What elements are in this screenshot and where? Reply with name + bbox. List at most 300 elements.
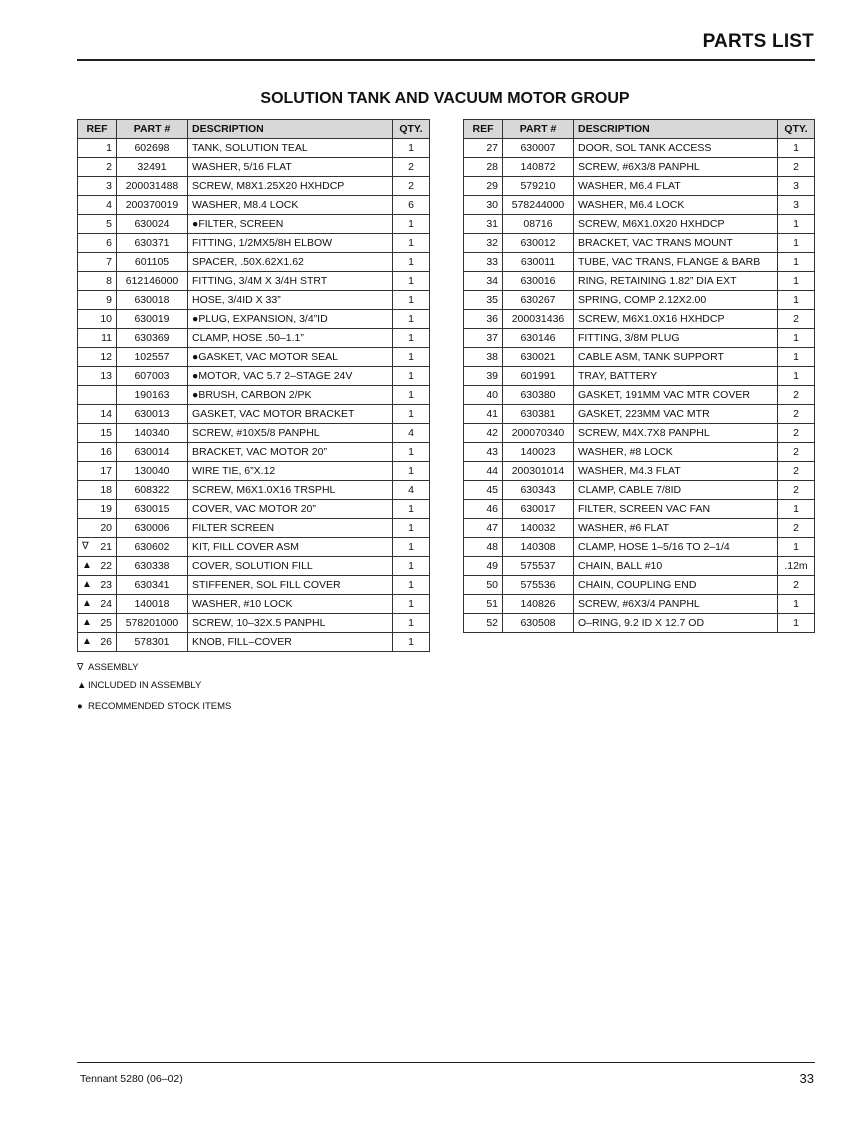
table-row (464, 367, 815, 386)
qty-cell: 1 (393, 386, 430, 405)
qty-cell: 1 (393, 253, 430, 272)
part-number-cell: 140032 (503, 519, 574, 538)
table-row (464, 253, 815, 272)
ref-cell (78, 329, 117, 348)
qty-cell: 1 (393, 215, 430, 234)
part-number-cell: 630012 (503, 234, 574, 253)
description-cell: TRAY, BATTERY (574, 367, 778, 386)
description-cell: GASKET, VAC MOTOR BRACKET (188, 405, 393, 424)
table-row (464, 329, 815, 348)
ref-number: 5 (106, 218, 112, 230)
qty-cell: 1 (393, 405, 430, 424)
table-row (78, 538, 430, 557)
ref-number: 21 (100, 541, 112, 553)
description-cell: COVER, SOLUTION FILL (188, 557, 393, 576)
ref-cell (78, 386, 117, 405)
part-number-cell: 630007 (503, 139, 574, 158)
ref-cell (78, 462, 117, 481)
ref-number: 41 (486, 408, 498, 420)
qty-cell: 1 (778, 538, 815, 557)
table-row (464, 538, 815, 557)
description-cell: SCREW, M6X1.0X20 HXHDCP (574, 215, 778, 234)
part-number-cell: 630338 (117, 557, 188, 576)
description-cell: FILTER SCREEN (188, 519, 393, 538)
ref-number: 45 (486, 484, 498, 496)
description-cell: RING, RETAINING 1.82” DIA EXT (574, 272, 778, 291)
description-cell: SCREW, M6X1.0X16 HXHDCP (574, 310, 778, 329)
qty-cell: 2 (778, 424, 815, 443)
ref-number: 13 (100, 370, 112, 382)
ref-cell (464, 614, 503, 633)
description-cell: TUBE, VAC TRANS, FLANGE & BARB (574, 253, 778, 272)
ref-cell (78, 424, 117, 443)
footer-model: Tennant 5280 (06–02) (80, 1073, 183, 1085)
table-row (78, 367, 430, 386)
ref-number: 27 (486, 142, 498, 154)
qty-cell: 3 (778, 196, 815, 215)
ref-number: 8 (106, 275, 112, 287)
qty-cell: 1 (778, 215, 815, 234)
qty-cell: .12m (778, 557, 815, 576)
description-cell: SCREW, M4X.7X8 PANPHL (574, 424, 778, 443)
parts-table-right (463, 119, 815, 633)
table-row (464, 595, 815, 614)
description-cell: TANK, SOLUTION TEAL (188, 139, 393, 158)
ref-number: 49 (486, 560, 498, 572)
ref-number: 36 (486, 313, 498, 325)
qty-cell: 1 (393, 329, 430, 348)
ref-number: 25 (100, 617, 112, 629)
ref-number: 51 (486, 598, 498, 610)
table-row (464, 481, 815, 500)
ref-number: 46 (486, 503, 498, 515)
qty-cell: 1 (778, 614, 815, 633)
table-row (464, 405, 815, 424)
part-number-cell: 630371 (117, 234, 188, 253)
ref-cell (78, 481, 117, 500)
ref-number: 32 (486, 237, 498, 249)
ref-cell (464, 462, 503, 481)
table-row (78, 614, 430, 633)
description-cell: STIFFENER, SOL FILL COVER (188, 576, 393, 595)
part-number-cell: 578244000 (503, 196, 574, 215)
column-header-part: PART # (503, 120, 574, 139)
table-row (78, 500, 430, 519)
ref-number: 11 (101, 332, 112, 344)
page-title: PARTS LIST (702, 31, 814, 52)
qty-cell: 1 (393, 462, 430, 481)
ref-cell (464, 253, 503, 272)
part-number-cell: 200301014 (503, 462, 574, 481)
ref-cell (78, 614, 117, 633)
description-cell: WASHER, #8 LOCK (574, 443, 778, 462)
qty-cell: 1 (778, 139, 815, 158)
part-number-cell: 578301 (117, 633, 188, 652)
triangle-icon: ▲ (82, 598, 92, 609)
table-header-row (464, 120, 815, 139)
ref-number: 34 (486, 275, 498, 287)
table-row (464, 158, 815, 177)
qty-cell: 1 (778, 234, 815, 253)
table-row (78, 177, 430, 196)
ref-number: 3 (106, 180, 112, 192)
parts-table-left-body (78, 139, 430, 652)
ref-cell (78, 310, 117, 329)
ref-number: 43 (486, 446, 498, 458)
ref-number: 14 (100, 408, 112, 420)
part-number-cell: 190163 (117, 386, 188, 405)
footer-rule (77, 1062, 815, 1063)
table-row (464, 310, 815, 329)
part-number-cell: 140826 (503, 595, 574, 614)
description-cell: WASHER, #6 FLAT (574, 519, 778, 538)
ref-cell (78, 253, 117, 272)
ref-cell (78, 177, 117, 196)
ref-number: 7 (106, 256, 112, 268)
part-number-cell: 579210 (503, 177, 574, 196)
ref-number: 15 (100, 427, 112, 439)
ref-cell (464, 158, 503, 177)
table-row (78, 291, 430, 310)
qty-cell: 1 (393, 633, 430, 652)
ref-number: 4 (106, 199, 112, 211)
ref-number: 30 (486, 199, 498, 211)
qty-cell: 1 (393, 614, 430, 633)
parts-table-left (77, 119, 430, 652)
part-number-cell: 630381 (503, 405, 574, 424)
column-header-description: DESCRIPTION (574, 120, 778, 139)
part-number-cell: 630267 (503, 291, 574, 310)
ref-cell (78, 595, 117, 614)
page-number: 33 (799, 1071, 814, 1086)
description-cell: SCREW, #6X3/8 PANPHL (574, 158, 778, 177)
ref-number: 22 (100, 560, 112, 572)
description-cell: CHAIN, BALL #10 (574, 557, 778, 576)
description-cell: CLAMP, HOSE 1–5/16 TO 2–1/4 (574, 538, 778, 557)
table-row (78, 481, 430, 500)
description-cell: CLAMP, HOSE .50–1.1” (188, 329, 393, 348)
part-number-cell: 630013 (117, 405, 188, 424)
table-row (78, 310, 430, 329)
ref-number: 37 (486, 332, 498, 344)
table-row (464, 519, 815, 538)
legend-text: RECOMMENDED STOCK ITEMS (88, 701, 232, 712)
part-number-cell: 630508 (503, 614, 574, 633)
part-number-cell: 08716 (503, 215, 574, 234)
description-cell: CHAIN, COUPLING END (574, 576, 778, 595)
qty-cell: 2 (393, 177, 430, 196)
table-row (78, 443, 430, 462)
qty-cell: 2 (778, 462, 815, 481)
qty-cell: 2 (778, 519, 815, 538)
header-rule (77, 59, 815, 61)
part-number-cell: 630019 (117, 310, 188, 329)
column-header-part: PART # (117, 120, 188, 139)
description-cell: SPACER, .50X.62X1.62 (188, 253, 393, 272)
ref-cell (464, 139, 503, 158)
ref-number: 26 (100, 636, 112, 648)
ref-number: 2 (106, 161, 112, 173)
ref-number: 10 (100, 313, 112, 325)
ref-cell (464, 177, 503, 196)
table-row (78, 405, 430, 424)
qty-cell: 2 (778, 310, 815, 329)
qty-cell: 1 (778, 253, 815, 272)
qty-cell: 2 (778, 481, 815, 500)
parts-table-right-body (464, 139, 815, 633)
ref-number: 47 (486, 522, 498, 534)
qty-cell: 1 (393, 310, 430, 329)
ref-cell (464, 196, 503, 215)
triangle-icon: ▲ (77, 680, 87, 691)
ref-number: 39 (486, 370, 498, 382)
ref-cell (464, 443, 503, 462)
ref-cell (464, 481, 503, 500)
qty-cell: 3 (778, 177, 815, 196)
qty-cell: 1 (393, 272, 430, 291)
description-cell: FILTER, SCREEN VAC FAN (574, 500, 778, 519)
ref-number: 16 (100, 446, 112, 458)
description-cell: ●MOTOR, VAC 5.7 2–STAGE 24V (188, 367, 393, 386)
table-row (78, 158, 430, 177)
part-number-cell: 140340 (117, 424, 188, 443)
part-number-cell: 630380 (503, 386, 574, 405)
ref-cell (78, 234, 117, 253)
table-row (464, 500, 815, 519)
part-number-cell: 630016 (503, 272, 574, 291)
description-cell: GASKET, 223MM VAC MTR (574, 405, 778, 424)
description-cell: WASHER, M8.4 LOCK (188, 196, 393, 215)
part-number-cell: 630018 (117, 291, 188, 310)
ref-number: 12 (100, 351, 112, 363)
ref-cell (78, 139, 117, 158)
table-row (464, 272, 815, 291)
qty-cell: 1 (393, 367, 430, 386)
ref-cell (78, 367, 117, 386)
description-cell: FITTING, 3/4M X 3/4H STRT (188, 272, 393, 291)
description-cell: HOSE, 3/4ID X 33” (188, 291, 393, 310)
column-header-description: DESCRIPTION (188, 120, 393, 139)
part-number-cell: 601991 (503, 367, 574, 386)
qty-cell: 1 (778, 595, 815, 614)
ref-cell (78, 272, 117, 291)
table-row (78, 272, 430, 291)
description-cell: BRACKET, VAC MOTOR 20” (188, 443, 393, 462)
ref-cell (464, 272, 503, 291)
part-number-cell: 575537 (503, 557, 574, 576)
part-number-cell: 200031488 (117, 177, 188, 196)
column-header-ref: REF (78, 120, 117, 139)
table-row (464, 557, 815, 576)
description-cell: WIRE TIE, 6”X.12 (188, 462, 393, 481)
ref-cell (464, 595, 503, 614)
description-cell: CABLE ASM, TANK SUPPORT (574, 348, 778, 367)
table-row (78, 253, 430, 272)
ref-number: 33 (486, 256, 498, 268)
part-number-cell: 140023 (503, 443, 574, 462)
assembly-symbol: ∇ (77, 662, 84, 673)
legend-included (77, 680, 201, 691)
description-cell: COVER, VAC MOTOR 20” (188, 500, 393, 519)
part-number-cell: 630011 (503, 253, 574, 272)
description-cell: WASHER, #10 LOCK (188, 595, 393, 614)
description-cell: WASHER, M4.3 FLAT (574, 462, 778, 481)
part-number-cell: 200370019 (117, 196, 188, 215)
description-cell: SCREW, #6X3/4 PANPHL (574, 595, 778, 614)
description-cell: FITTING, 3/8M PLUG (574, 329, 778, 348)
column-header-qty: QTY. (393, 120, 430, 139)
part-number-cell: 630369 (117, 329, 188, 348)
table-row (464, 234, 815, 253)
description-cell: SPRING, COMP 2.12X2.00 (574, 291, 778, 310)
ref-cell (464, 215, 503, 234)
table-row (78, 348, 430, 367)
table-row (78, 386, 430, 405)
part-number-cell: 630602 (117, 538, 188, 557)
qty-cell: 1 (393, 519, 430, 538)
part-number-cell: 630341 (117, 576, 188, 595)
qty-cell: 1 (393, 234, 430, 253)
qty-cell: 1 (393, 500, 430, 519)
ref-cell (78, 576, 117, 595)
ref-cell (464, 329, 503, 348)
legend-text: ASSEMBLY (88, 662, 139, 673)
part-number-cell: 608322 (117, 481, 188, 500)
table-row (78, 424, 430, 443)
description-cell: WASHER, M6.4 FLAT (574, 177, 778, 196)
column-header-qty: QTY. (778, 120, 815, 139)
column-header-ref: REF (464, 120, 503, 139)
part-number-cell: 630017 (503, 500, 574, 519)
ref-cell (78, 443, 117, 462)
table-row (78, 329, 430, 348)
description-cell: GASKET, 191MM VAC MTR COVER (574, 386, 778, 405)
part-number-cell: 630015 (117, 500, 188, 519)
table-row (78, 196, 430, 215)
description-cell: CLAMP, CABLE 7/8ID (574, 481, 778, 500)
qty-cell: 1 (393, 557, 430, 576)
qty-cell: 1 (778, 291, 815, 310)
ref-cell (78, 519, 117, 538)
description-cell: WASHER, M6.4 LOCK (574, 196, 778, 215)
ref-number: 1 (106, 142, 112, 154)
table-row (464, 443, 815, 462)
ref-cell (464, 500, 503, 519)
ref-number: 52 (486, 617, 498, 629)
ref-number: 6 (106, 237, 112, 249)
ref-cell (464, 424, 503, 443)
part-number-cell: 140018 (117, 595, 188, 614)
description-cell: ●BRUSH, CARBON 2/PK (188, 386, 393, 405)
ref-cell (78, 500, 117, 519)
qty-cell: 1 (778, 329, 815, 348)
table-row (78, 462, 430, 481)
ref-cell (464, 234, 503, 253)
description-cell: KIT, FILL COVER ASM (188, 538, 393, 557)
ref-number: 31 (486, 218, 498, 230)
part-number-cell: 140308 (503, 538, 574, 557)
description-cell: DOOR, SOL TANK ACCESS (574, 139, 778, 158)
ref-cell (78, 557, 117, 576)
part-number-cell: 630146 (503, 329, 574, 348)
ref-number: 50 (486, 579, 498, 591)
table-row (464, 424, 815, 443)
ref-number: 23 (100, 579, 112, 591)
table-row (78, 234, 430, 253)
table-row (78, 519, 430, 538)
ref-cell (464, 310, 503, 329)
description-cell: FITTING, 1/2MX5/8H ELBOW (188, 234, 393, 253)
part-number-cell: 630014 (117, 443, 188, 462)
description-cell: O–RING, 9.2 ID X 12.7 OD (574, 614, 778, 633)
ref-number: 24 (100, 598, 112, 610)
table-row (464, 462, 815, 481)
part-number-cell: 607003 (117, 367, 188, 386)
ref-number: 38 (486, 351, 498, 363)
table-row (464, 614, 815, 633)
ref-cell (78, 348, 117, 367)
part-number-cell: 601105 (117, 253, 188, 272)
ref-cell (78, 633, 117, 652)
qty-cell: 2 (778, 405, 815, 424)
triangle-icon: ▲ (82, 579, 92, 590)
description-cell: ●FILTER, SCREEN (188, 215, 393, 234)
ref-cell (78, 158, 117, 177)
part-number-cell: 32491 (117, 158, 188, 177)
description-cell: SCREW, M6X1.0X16 TRSPHL (188, 481, 393, 500)
ref-cell (78, 538, 117, 557)
ref-cell (464, 367, 503, 386)
ref-cell (78, 405, 117, 424)
part-number-cell: 140872 (503, 158, 574, 177)
ref-number: 42 (486, 427, 498, 439)
description-cell: KNOB, FILL–COVER (188, 633, 393, 652)
part-number-cell: 602698 (117, 139, 188, 158)
qty-cell: 2 (778, 386, 815, 405)
ref-number: 19 (100, 503, 112, 515)
ref-number: 44 (486, 465, 498, 477)
qty-cell: 1 (393, 139, 430, 158)
table-row (464, 177, 815, 196)
ref-number: 40 (486, 389, 498, 401)
qty-cell: 1 (393, 538, 430, 557)
table-row (464, 291, 815, 310)
qty-cell: 1 (778, 500, 815, 519)
ref-cell (78, 215, 117, 234)
part-number-cell: 630343 (503, 481, 574, 500)
ref-number: 35 (486, 294, 498, 306)
qty-cell: 1 (778, 367, 815, 386)
part-number-cell: 630006 (117, 519, 188, 538)
ref-number: 29 (486, 180, 498, 192)
ref-number: 17 (100, 465, 112, 477)
part-number-cell: 612146000 (117, 272, 188, 291)
qty-cell: 1 (393, 595, 430, 614)
bullet-icon: ● (77, 701, 83, 712)
triangle-icon: ▲ (82, 560, 92, 571)
description-cell: SCREW, 10–32X.5 PANPHL (188, 614, 393, 633)
table-row (78, 576, 430, 595)
part-number-cell: 578201000 (117, 614, 188, 633)
qty-cell: 1 (778, 272, 815, 291)
part-number-cell: 130040 (117, 462, 188, 481)
ref-cell (464, 538, 503, 557)
assembly-symbol: ∇ (82, 541, 89, 552)
ref-number: 48 (486, 541, 498, 553)
ref-cell (464, 291, 503, 310)
ref-cell (464, 405, 503, 424)
ref-number: 20 (100, 522, 112, 534)
